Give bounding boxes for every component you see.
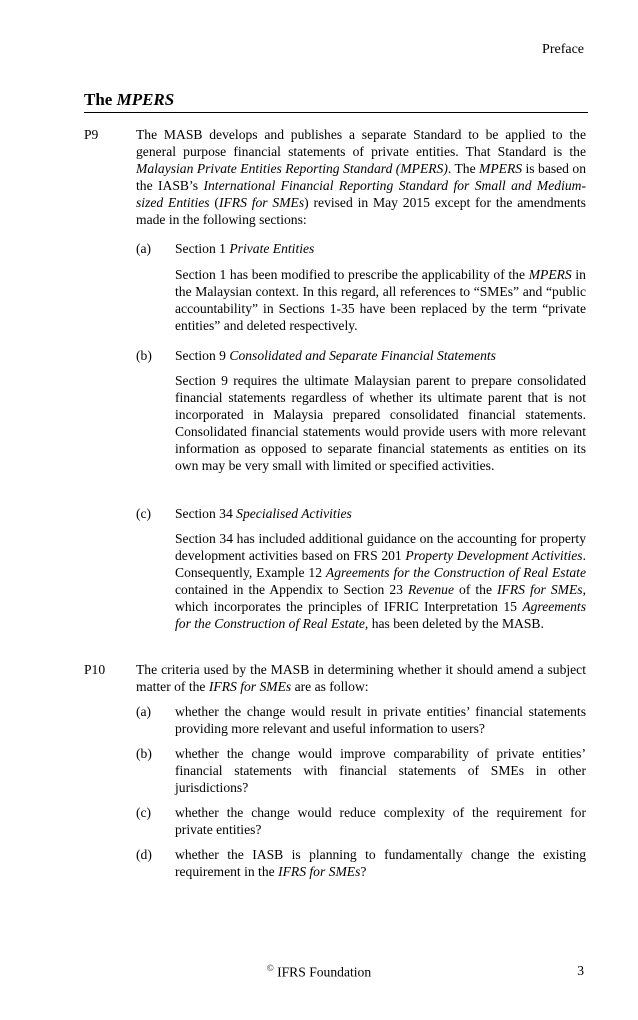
p9-item-c-body <box>175 530 586 632</box>
text-run: ? <box>360 864 367 879</box>
p9-item-b-body <box>175 372 586 474</box>
p10-item-a-body <box>175 703 586 737</box>
text-run: contained in the Appendix to Section 23 <box>175 582 408 597</box>
p10-item-c-body <box>175 804 586 838</box>
p9-item-c-letter: (c) <box>136 506 152 521</box>
emphasis-run: Property Development Activities <box>405 548 583 563</box>
emphasis-run: IFRS for SMEs <box>208 679 292 694</box>
paragraph-number-p10: P10 <box>84 662 106 677</box>
text-run: Section 34 has included additional guidance on the accounting for property development activities based on FRS 201 <box>175 531 586 563</box>
emphasis-run: Consolidated and Separate Financial Statements <box>229 348 496 363</box>
text-run: The MASB develops and publishes a separate Standard to be applied to the general purpose financial statements of private entities. That Standard is the <box>136 127 586 159</box>
emphasis-run: MPERS <box>479 161 523 176</box>
p10-item-b-body <box>175 745 586 796</box>
p9-item-b-letter: (b) <box>136 348 152 363</box>
text-run: Section 1 has been modified to prescribe the applicability of the <box>175 267 529 282</box>
footer-copyright <box>0 963 638 981</box>
emphasis-run: Agreements for the Construction of Real Estate <box>175 599 586 631</box>
emphasis-run: Revenue <box>407 582 455 597</box>
p9-item-a-letter: (a) <box>136 241 152 256</box>
text-run: are as follow: <box>291 679 369 694</box>
p10-item-c-letter: (c) <box>136 805 152 820</box>
text-run: Section 9 <box>175 348 230 363</box>
paragraph-p10-text <box>136 661 586 695</box>
emphasis-run: Agreements for the Construction of Real Estate <box>325 565 586 580</box>
emphasis-run: Malaysian Private Entities Reporting Standard (MPERS) <box>136 161 448 176</box>
text-run: whether the IASB is planning to fundamentally change the existing requirement in the <box>175 847 586 879</box>
p9-item-a-title <box>175 240 586 257</box>
p10-item-a-letter: (a) <box>136 704 152 719</box>
running-header: Preface <box>542 42 584 57</box>
page-number: 3 <box>577 963 584 978</box>
p10-item-b-letter: (b) <box>136 746 152 761</box>
emphasis-run: Specialised Activities <box>236 506 352 521</box>
p10-item-d-body <box>175 846 586 880</box>
section-heading-emphasis: MPERS <box>116 90 175 109</box>
text-run: . Consequently, Example 12 <box>175 548 586 580</box>
text-run: . The <box>447 161 480 176</box>
section-heading: The MPERS <box>84 90 588 113</box>
paragraph-number-p9: P9 <box>84 127 99 142</box>
text-run: Section 34 <box>175 506 237 521</box>
text-run: is based on the IASB’s <box>136 161 586 193</box>
text-run: , which incorporates the principles of IFRIC Interpretation 15 <box>175 582 586 614</box>
p9-item-a-body <box>175 266 586 334</box>
text-run: The criteria used by the MASB in determining whether it should amend a subject matter of the <box>136 662 586 694</box>
paragraph-p9-text <box>136 126 586 228</box>
text-run: Section 9 requires the ultimate Malaysian parent to prepare consolidated financial statements regardless of whether its ultimate parent that is not incorporated in Malaysia prepared consolidated financial statements. Consolidated financial statements would provide users with more relevant information as opposed to separate financial statements as entities on its own may be very small with limited or specified activities. <box>175 373 586 473</box>
text-run: whether the change would improve comparability of private entities’ financial statements with financial statements of SMEs in other jurisdictions? <box>175 746 586 795</box>
text-run: , has been deleted by the MASB. <box>364 616 544 631</box>
text-run: Section 1 <box>175 241 230 256</box>
footer-organization: IFRS Foundation <box>273 964 372 980</box>
p9-item-c-title <box>175 505 586 522</box>
text-run: of the <box>454 582 498 597</box>
emphasis-run: MPERS <box>528 267 572 282</box>
p10-item-d-letter: (d) <box>136 847 152 862</box>
text-run: whether the change would result in private entities’ financial statements providing more relevant and useful information to users? <box>175 704 586 736</box>
emphasis-run: Private Entities <box>229 241 315 256</box>
p9-item-b-title <box>175 347 586 364</box>
emphasis-run: IFRS for SMEs <box>497 582 583 597</box>
emphasis-run: IFRS for SMEs <box>218 195 305 210</box>
text-run: ( <box>209 195 219 210</box>
emphasis-run: IFRS for SMEs <box>278 864 361 879</box>
text-run: whether the change would reduce complexity of the requirement for private entities? <box>175 805 586 837</box>
emphasis-run: International Financial Reporting Standard for Small and Medium-sized Entities <box>136 178 586 210</box>
text-run: ) revised in May 2015 except for the amendments made in the following sections: <box>136 195 586 227</box>
copyright-symbol: © <box>266 963 274 973</box>
text-run: in the Malaysian context. In this regard, all references to “SMEs” and “public accountability” in Sections 1-35 have been replaced by the term “private entities” and deleted respectively. <box>175 267 586 333</box>
